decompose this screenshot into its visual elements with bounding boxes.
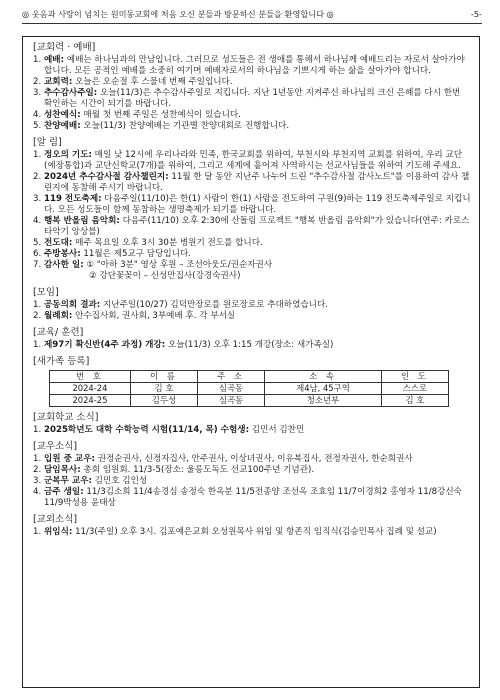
list-item: 2. 담임목사: 총회 임원회. 11/3-5(장소: 울릉도독도 선교100주년 기념관).	[33, 465, 315, 475]
list-item: 2. 교회력: 오늘은 오순절 후 스물네 번째 주일입니다.	[33, 77, 233, 87]
list-item: 2. 2024년 추수감사절 감사챌린지: 11월 한 달 동안 지난주 나누어 드린 "추수감사절 감사노트"를 이용하여 감사 챌린지에 동참해 주시기 바랍니다.	[33, 172, 470, 193]
column-header: 주 소	[197, 371, 264, 383]
list-item: 1. 공동의회 결과: 지난주일(10/27) 김덕만장로를 원로장로로 추대하였습니다.	[33, 300, 329, 310]
column-header: 소 속	[265, 371, 382, 383]
worship-section	[33, 42, 471, 132]
list-item: 1. 위임식: 11/3(주일) 오후 3시. 김포예은교회 오성원목사 위임 및 항존직 임직식(김승민목사 집례 및 설교)	[33, 527, 437, 537]
table-row	[50, 383, 449, 395]
notice-frame	[22, 36, 480, 688]
education-section	[33, 327, 471, 351]
school-section	[33, 412, 471, 436]
newcomers-table	[49, 370, 449, 407]
list-item: 6. 주방봉사: 11월은 제5교구 담당입니다.	[33, 249, 192, 259]
table-cell: 김두성	[130, 395, 197, 407]
list-item: 5. 전도대: 매주 목요일 오후 3시 30분 병원기 전도를 합니다.	[33, 238, 263, 248]
table-cell: 심곡동	[197, 395, 264, 407]
table-header-row	[50, 371, 449, 383]
column-header: 번 호	[50, 371, 131, 383]
section-title: [새가족 등록]	[33, 356, 90, 367]
list-item: 3. 추수감사주일: 오늘(11/3)은 추수감사주일로 지킵니다. 지난 1년동안 지켜주신 하나님의 크신 은혜를 다시 한번 확인하는 시간이 되기를 바랍니다.	[33, 88, 461, 109]
table-cell: 2024-24	[50, 383, 131, 395]
members-section	[33, 441, 471, 509]
table-cell: 스스로	[381, 383, 448, 395]
list-item: 3. 군복무 교우: 김민호 김인성	[33, 476, 148, 486]
meeting-section	[33, 287, 471, 322]
section-title: [교외소식]	[33, 514, 78, 525]
list-item: 4. 금주 생일: 11/3김소희 11/4송경심 송정숙 한옥분 11/5전종양 조선옥 조효임 11/7이경희2 홍영자 11/8강신숙 11/9박성용 윤태상	[33, 487, 462, 508]
table-cell: 제4남, 45구역	[265, 383, 382, 395]
list-item: 4. 행복 반올림 음악회: 다음주(11/10) 오후 2:30에 산돌림 프로젝트 "행복 반올림 음악회"가 있습니다(연주: 카로스 타악기 앙상블)	[33, 216, 470, 237]
section-title: [교우소식]	[33, 441, 78, 452]
section-title: [교회력 · 예배]	[33, 42, 96, 53]
section-title: [교육/ 훈련]	[33, 327, 84, 338]
list-item: 1. 예배: 예배는 하나님과의 만남입니다. 그러므로 성도들은 전 생애를 통해서 하나님께 예배드리는 자로서 살아가야 합니다. 모든 공적인 예배를 소중히 여기며 예배자로서의 하나님을 기쁘시게 하는 삶을 살아가야 합니다.	[33, 55, 465, 76]
list-item: 4. 성찬예식: 매월 첫 번째 주일은 성찬예식이 있습니다.	[33, 110, 241, 120]
table-cell: 청소년부	[265, 395, 382, 407]
column-header: 이 름	[130, 371, 197, 383]
news-section	[33, 514, 471, 538]
table-cell: 2024-25	[50, 395, 131, 407]
table-cell: 김 호	[381, 395, 448, 407]
newcomers-section	[33, 356, 471, 407]
list-item: 1. 제97기 확신반(4주 과정) 개강: 오늘(11/3) 오후 1:15 개강(장소: 새가족실)	[33, 340, 334, 350]
welcome-banner: ◎ 웃음과 사랑이 넘치는 원미동교회에 처음 오신 분들과 방문하신 분들을 환영합니다 ◎	[22, 9, 334, 19]
list-item: 5. 찬양예배: 오늘(11/3) 찬양예배는 기관별 찬양대회로 진행합니다.	[33, 121, 290, 131]
list-item: 3. 119 전도축제: 다음주일(11/10)은 한(1) 사람이 한(1) 사람을 전도하여 구원(9)하는 119 전도축제주일로 지킵니다. 모든 성도들이 함께 동참하는 생명축제가 되기를 바랍니다.	[33, 194, 471, 215]
thanks-line: ② 강단꽃꽂이 – 신성만집사(강경숙권사)	[89, 271, 241, 281]
section-title: [알 림]	[33, 137, 62, 148]
list-item: 1. 입원 중 교우: 권정순권사, 신정자집사, 안주권사, 이상녀권사, 이유복집사, 전정자권사, 한순희권사	[33, 454, 413, 464]
table-cell: 심곡동	[197, 383, 264, 395]
page-number: -5-	[470, 9, 482, 19]
list-item: 2. 월례회: 안수집사회, 권사회, 3부예배 후. 각 부서실	[33, 311, 236, 321]
column-header: 인 도	[381, 371, 448, 383]
section-title: [교회학교 소식]	[33, 412, 99, 423]
list-item: 1. 정오의 기도: 매일 낮 12시에 우리나라와 민족, 한국교회를 위하여, 부천시와 부천지역 교회를 위하여, 우리 교단(예장통합)과 교단신학교(7개)를 위하여, 그리고 세계에 흩어져 사역하시는 선교사님들을 위하여 기도해 주세요.	[33, 150, 463, 171]
page-header	[22, 5, 482, 24]
list-item: 7. 감사한 일: ① "아하 3분" 영상 후원 – 조선아웃도/권순자권사	[33, 260, 273, 270]
table-cell: 김 호	[130, 383, 197, 395]
notices-section	[33, 137, 471, 282]
section-title: [모임]	[33, 287, 59, 298]
table-row	[50, 395, 449, 407]
list-item: 1. 2025학년도 대학 수학능력 시험(11/14, 목) 수험생: 김민서 김찬민	[33, 425, 305, 435]
